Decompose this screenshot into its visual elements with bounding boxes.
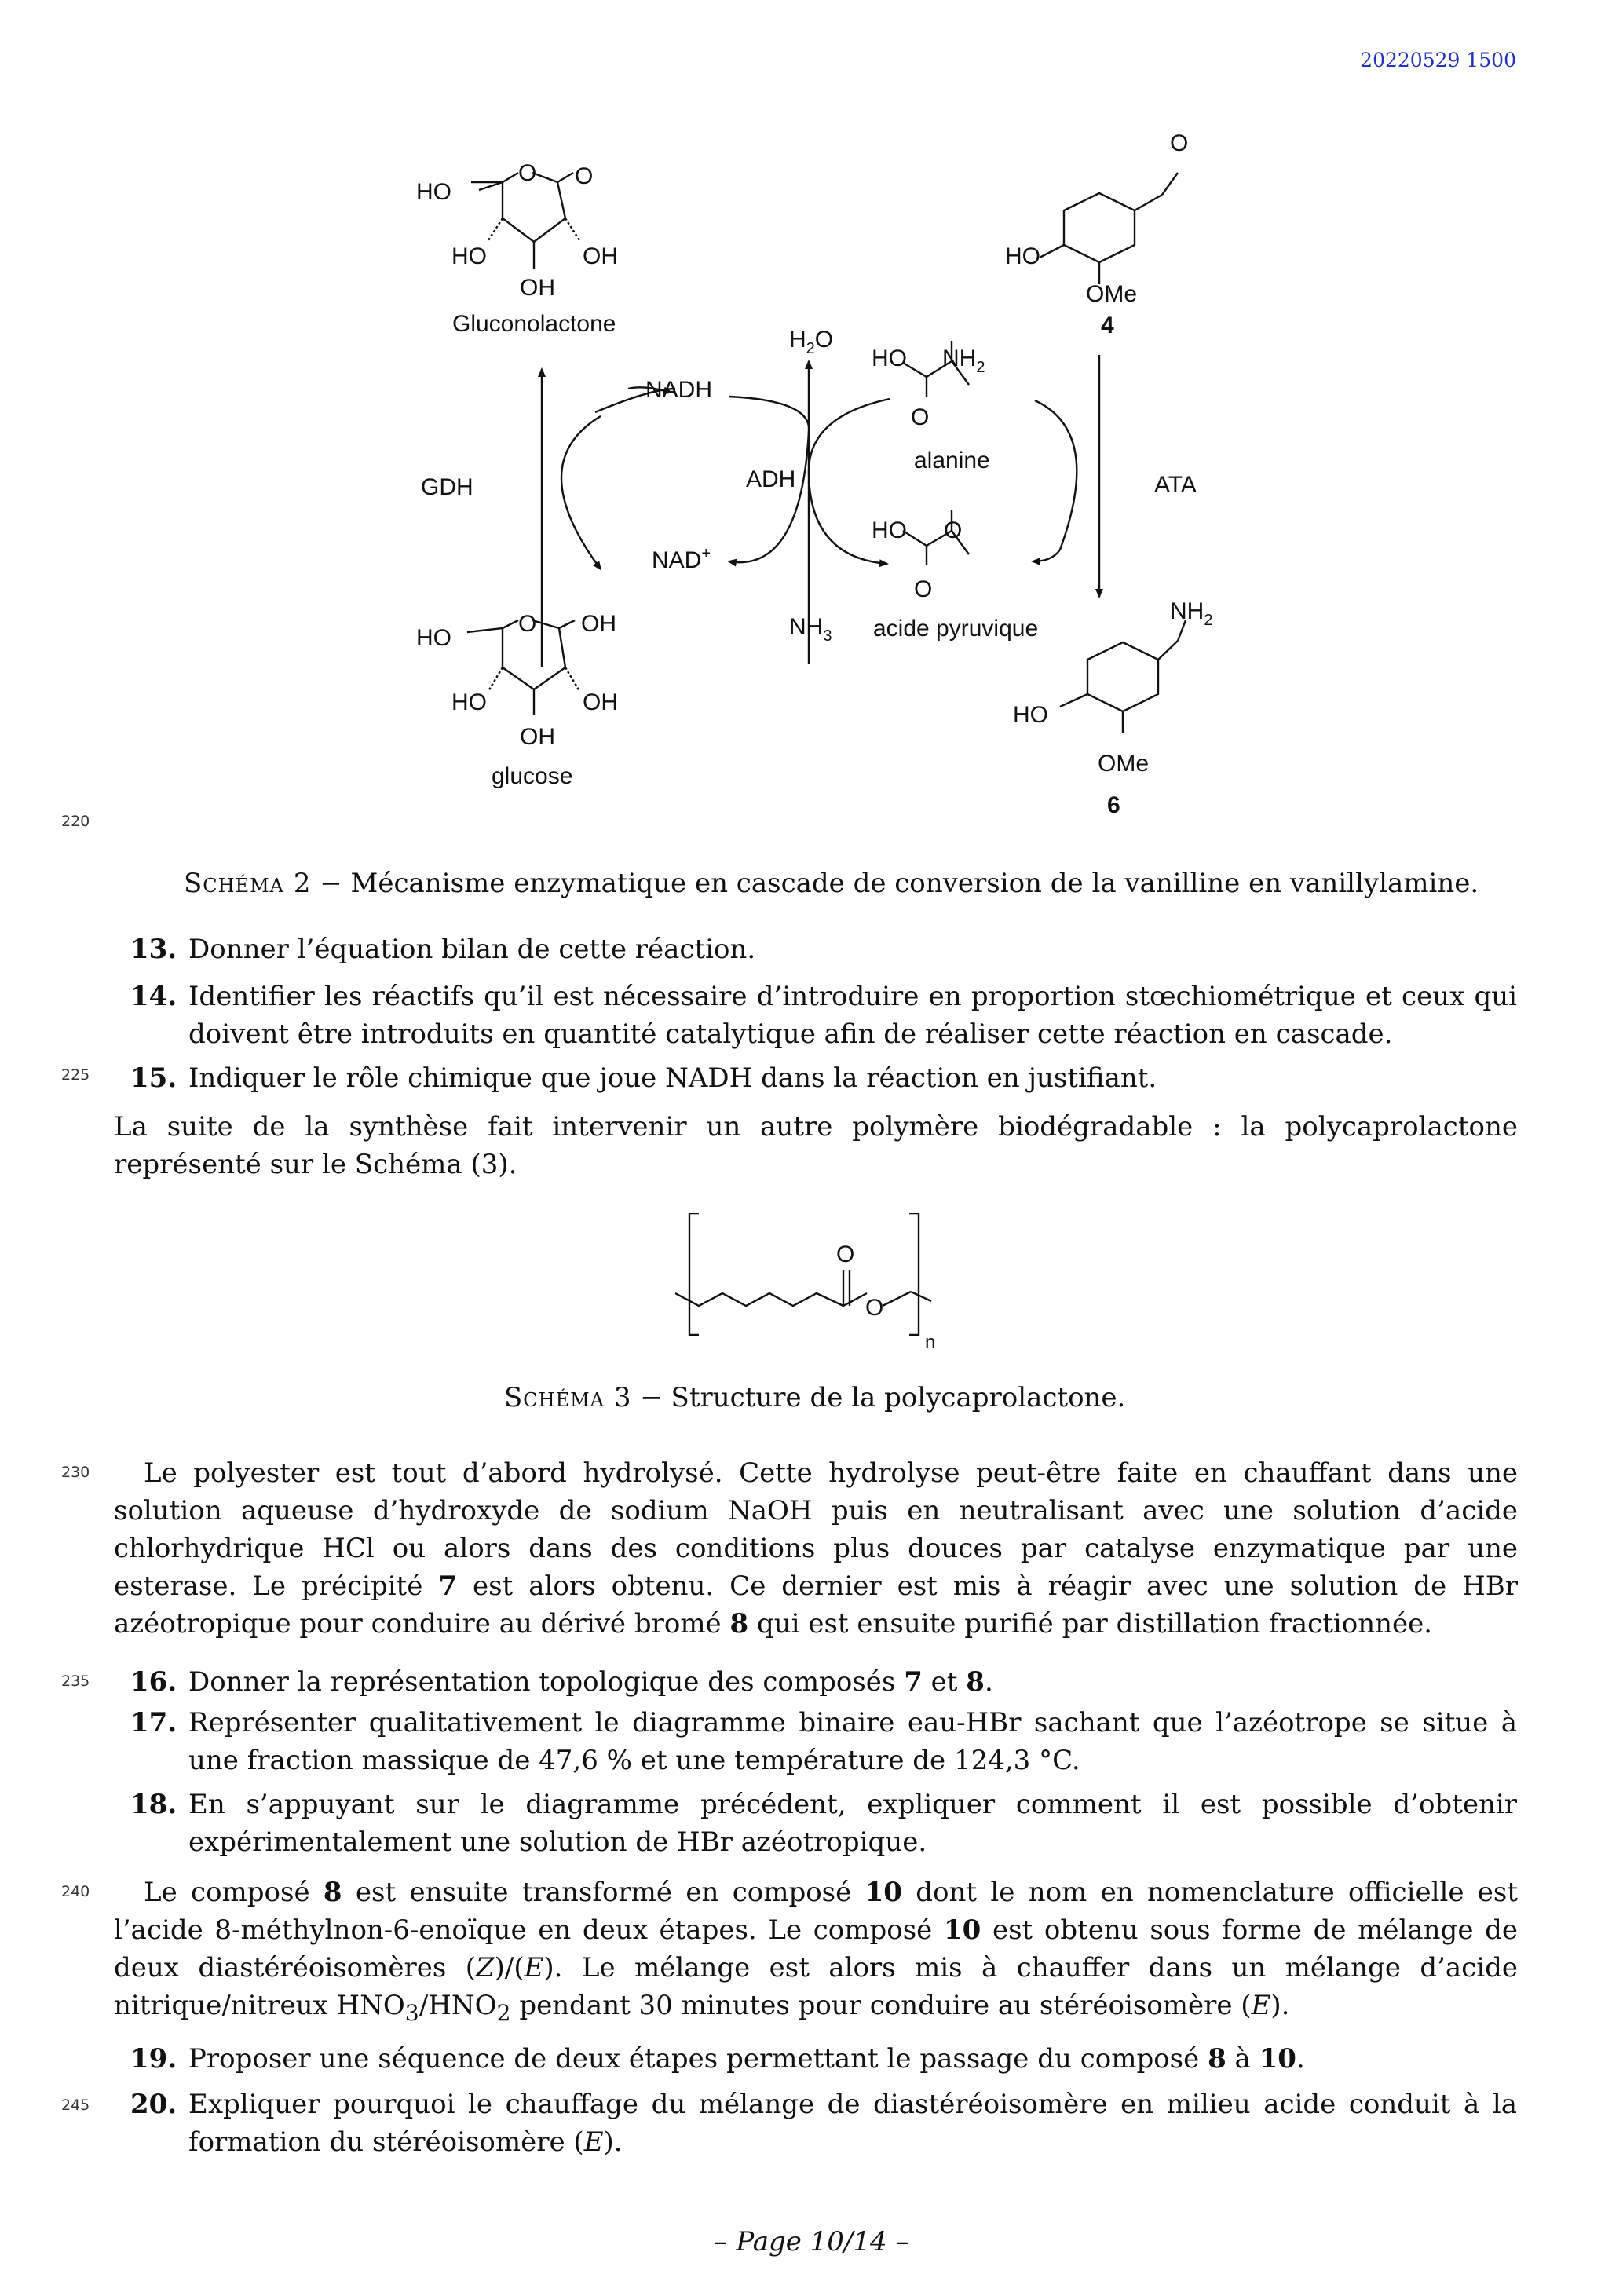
scheme-3-polycaprolactone bbox=[675, 1213, 942, 1351]
gluconolactone-structure bbox=[471, 173, 579, 269]
page-footer: – Page 10/14 – bbox=[714, 2226, 909, 2258]
question-18: 18. En s’appuyant sur le diagramme précédent, expliquer comment il est possible d’obtenir expérimentalement une solution de HBr azéotropique. bbox=[130, 1789, 1517, 1858]
scheme-2-caption: Schéma 2 − Mécanisme enzymatique en cascade de conversion de la vanilline en vanillylamine. bbox=[184, 868, 1479, 899]
vanillylamine-ho-label: HO bbox=[1013, 702, 1048, 728]
gluconolactone-oh2-label: OH bbox=[520, 275, 555, 301]
document-code: 20220529 1500 bbox=[1360, 49, 1516, 71]
paragraph-hydrolysis: Le polyester est tout d’abord hydrolysé. Cette hydrolyse peut-être faite en chauffant dans une solution aqueuse d’hydroxyde de sodium NaOH puis en neutralisant avec une solution d’acide chlorhydrique HCl ou alors dans des conditions plus douces par catalyse enzymatique par une esterase. Le précipité 7 est alors obtenu. Ce dernier est mis à réagir avec une solution de HBr azéotropique pour conduire au dérivé bromé 8 qui est ensuite purifié par distillation fractionnée. bbox=[114, 1457, 1518, 1640]
question-14: 14. Identifier les réactifs qu’il est nécessaire d’introduire en proportion stœchiométrique et ceux qui doivent être introduits en quantité catalytique afin de réaliser cette réaction en cascade. bbox=[130, 981, 1517, 1050]
pyruvic-acid-label: acide pyruvique bbox=[873, 616, 1039, 642]
question-17: 17. Représenter qualitativement le diagramme binaire eau-HBr sachant que l’azéotrope se situe à une fraction massique de 47,6 % et une température de 124,3 °C. bbox=[130, 1707, 1517, 1776]
gluconolactone-oh1-label: OH bbox=[583, 243, 618, 269]
vanillylamine-structure bbox=[1060, 620, 1186, 733]
ata-label: ATA bbox=[1154, 472, 1197, 498]
nad-label: NAD+ bbox=[652, 545, 711, 573]
question-13: 13. Donner l’équation bilan de cette réaction. bbox=[130, 934, 756, 965]
question-19: 19. Proposer une séquence de deux étapes permettant le passage du composé 8 à 10. bbox=[130, 2043, 1305, 2075]
vanillin-ome-label: OMe bbox=[1086, 281, 1138, 307]
gluconolactone-label: Gluconolactone bbox=[452, 311, 616, 337]
question-20: 20. Expliquer pourquoi le chauffage du mélange de diastéréoisomère en milieu acide conduit à la formation du stéréoisomère (E). bbox=[130, 2089, 1517, 2158]
ammonia-label: $NH_3$ bbox=[789, 614, 832, 645]
ester-o-label: O bbox=[865, 1295, 884, 1321]
glucose-label: glucose bbox=[492, 763, 573, 789]
compound-6-label: 6 bbox=[1107, 792, 1120, 818]
pyruvic-o1-label: O bbox=[944, 517, 963, 543]
gluconolactone-ho2-label: HO bbox=[451, 243, 487, 269]
gluconolactone-ho-label: HO bbox=[416, 179, 451, 205]
question-16: 16. Donner la représentation topologique des composés 7 et 8. bbox=[130, 1666, 993, 1698]
scheme-3-caption: Schéma 3 − Structure de la polycaprolactone. bbox=[504, 1382, 1126, 1413]
line-number: 230 bbox=[61, 1464, 90, 1481]
pyruvic-o2-label: O bbox=[914, 576, 933, 602]
question-15: 15. Indiquer le rôle chimique que joue NADH dans la réaction en justifiant. bbox=[130, 1062, 1157, 1094]
line-number: 240 bbox=[61, 1883, 90, 1900]
carbonyl-o-label: O bbox=[836, 1241, 855, 1267]
vanillylamine-ome-label: OMe bbox=[1098, 751, 1150, 777]
alanine-o-label: O bbox=[911, 404, 930, 430]
glucose-oh1-label: OH bbox=[581, 611, 616, 637]
pyruvic-ho-label: HO bbox=[872, 517, 907, 543]
glucose-ho2-label: HO bbox=[451, 689, 487, 715]
vanillin-o-label: O bbox=[1170, 130, 1189, 156]
paragraph-polycaprolactone-intro: La suite de la synthèse fait intervenir un autre polymère biodégradable : la polycaprolactone représenté sur le Schéma (3). bbox=[114, 1111, 1518, 1180]
water-label: $H_2O$ bbox=[789, 327, 834, 357]
vanillylamine-nh2-label: $NH_2$ bbox=[1170, 598, 1213, 629]
alanine-nh2-label: $NH_2$ bbox=[942, 345, 985, 376]
vanillin-structure bbox=[1040, 173, 1178, 284]
compound-4-label: 4 bbox=[1101, 313, 1114, 338]
line-number: 225 bbox=[61, 1066, 90, 1084]
alanine-ho-label: HO bbox=[872, 345, 907, 371]
glucose-ho-label: HO bbox=[416, 625, 451, 651]
gluconolactone-ring-o: O bbox=[518, 160, 537, 186]
glucose-oh3-label: OH bbox=[520, 724, 555, 750]
paragraph-compound-10: Le composé 8 est ensuite transformé en composé 10 dont le nom en nomenclature officielle est l’acide 8-méthylnon-6-enoïque en deux étapes. Le composé 10 est obtenu sous forme de mélange de deux diastéréoisomères (Z)/(E). Le mélange est alors mis à chauffer dans un mélange d’acide nitrique/nitreux $HNO_3/HNO_2$ pendant 30 minutes pour conduire au stéréoisomère (E). bbox=[114, 1877, 1519, 2026]
vanillin-ho-label: HO bbox=[1005, 243, 1040, 269]
repeat-n-label: n bbox=[925, 1332, 936, 1351]
glucose-oh2-label: OH bbox=[583, 689, 618, 715]
alanine-label: alanine bbox=[914, 448, 990, 473]
line-number: 235 bbox=[61, 1673, 90, 1690]
nadh-label: NADH bbox=[645, 377, 713, 403]
gluconolactone-carbonyl-o: O bbox=[575, 163, 594, 189]
scheme-2-diagram bbox=[393, 118, 1241, 840]
adh-label: ADH bbox=[746, 466, 796, 492]
line-number: 245 bbox=[61, 2097, 90, 2114]
glucose-ring-o: O bbox=[518, 611, 537, 637]
line-number: 220 bbox=[61, 813, 90, 830]
gdh-label: GDH bbox=[421, 474, 473, 500]
